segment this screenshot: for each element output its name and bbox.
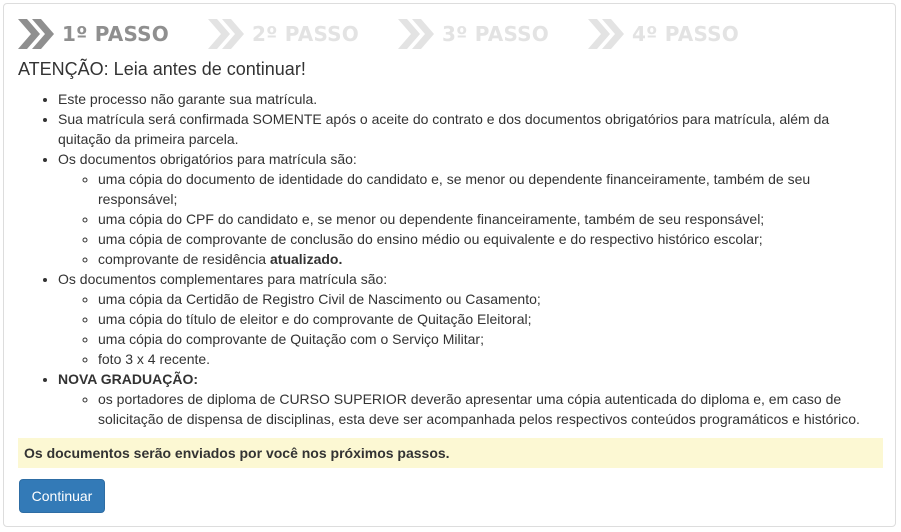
step-3-label: 3º PASSO [442, 22, 549, 46]
list-item-label: NOVA GRADUAÇÃO: [58, 371, 198, 387]
list-item-label: Os documentos obrigatórios para matrícula são: [58, 151, 357, 167]
double-chevron-icon [208, 17, 248, 51]
sub-list-item: ◦ os portadores de diploma de CURSO SUPERIOR deverão apresentar uma cópia autenticada do diploma e, em caso de solicitação de dispensa de disciplinas, esta deve ser acompanhada pelos respectivos conteúdos programáticos e histórico. [98, 389, 884, 429]
list-item: • Este processo não garante sua matrícula. [58, 89, 884, 109]
list-item-label: Os documentos complementares para matrícula são: [58, 271, 388, 287]
step-4 [588, 16, 739, 52]
instructions-list [18, 89, 884, 429]
sub-list-item: ◦ uma cópia do documento de identidade do candidato e, se menor ou dependente financeiramente, também de seu responsável; [98, 169, 884, 209]
list-item [58, 369, 884, 429]
list-item: • Sua matrícula será confirmada SOMENTE após o aceite do contrato e dos documentos obrigatórios para matrícula, além da quitação da primeira parcela. [58, 109, 884, 149]
double-chevron-icon [588, 17, 628, 51]
sub-list [58, 169, 884, 269]
step-4-label: 4º PASSO [632, 22, 739, 46]
sub-list-item [98, 249, 884, 269]
sub-list-item: ◦ uma cópia do CPF do candidato e, se menor ou dependente financeiramente, também de seu responsável; [98, 209, 884, 229]
double-chevron-icon [398, 17, 438, 51]
step-2-label: 2º PASSO [252, 22, 359, 46]
sub-list-item: ◦ uma cópia de comprovante de conclusão do ensino médio ou equivalente e do respectivo histórico escolar; [98, 229, 884, 249]
list-item [58, 269, 884, 369]
sub-list-item-emphasis: atualizado. [270, 251, 343, 267]
sub-list-item: ◦ uma cópia da Certidão de Registro Civil de Nascimento ou Casamento; [98, 289, 884, 309]
continue-button[interactable]: Continuar [19, 479, 105, 513]
sub-list-item-text: comprovante de residência [98, 251, 270, 267]
sub-list [58, 389, 884, 429]
step-1-label: 1º PASSO [62, 22, 169, 46]
sub-list-item: ◦ uma cópia do título de eleitor e do comprovante de Quitação Eleitoral; [98, 309, 884, 329]
step-3 [398, 16, 549, 52]
page-title: ATENÇÃO: Leia antes de continuar! [18, 59, 306, 79]
sub-list [58, 289, 884, 369]
step-2 [208, 16, 359, 52]
sub-list-item: ◦ foto 3 x 4 recente. [98, 349, 884, 369]
double-chevron-icon [18, 17, 58, 51]
sub-list-item: ◦ uma cópia do comprovante de Quitação com o Serviço Militar; [98, 329, 884, 349]
step-1 [18, 16, 169, 52]
instructions [18, 89, 884, 429]
info-alert: Os documentos serão enviados por você nos próximos passos. [18, 438, 883, 468]
list-item [58, 149, 884, 269]
wizard-steps [18, 16, 878, 52]
